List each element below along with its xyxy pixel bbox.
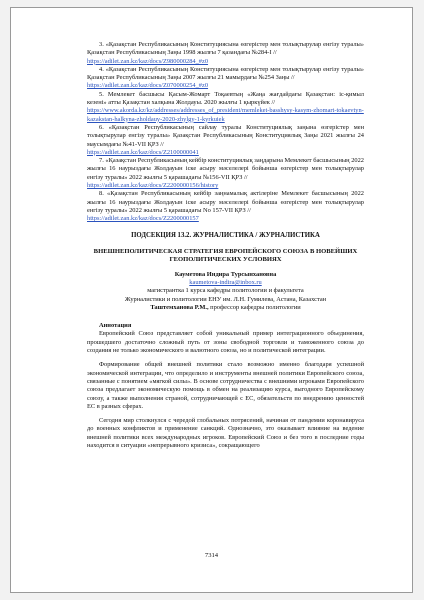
reference-text: 4. «Қазақстан Республикасының Конституциясына өзгерістер мен толықтырулар енгізу туралы» Қазақстан Республикасының Заңы 2007 жылғы 21 мамырдағы №254 Заңы //: [87, 65, 364, 82]
reference-item: [87, 66, 364, 91]
reference-item: [87, 157, 364, 190]
body-paragraph: Сегодня мир столкнулся с чередой глобальных потрясений, начиная от пандемии коронавируса до военных конфликтов и применение санкций. Однозначно, это оказывает влияние на ведение внешней политики всех международных игроков. Европейский Союз и без того в последние годы находится в ситуации «непрерывного кризиса», сокращающего: [87, 417, 364, 449]
reference-link[interactable]: https://www.akorda.kz/kz/addresses/addresses_of_president/memleket-basshysy-kasym-zhomart-tokaevtyn-kazakstan-halkyna-zholdauy-2020-zhylgy-1-kyrkuiek: [87, 107, 364, 123]
reference-item: [87, 41, 364, 66]
reference-link[interactable]: https://adilet.zan.kz/kaz/docs/Z070000254_#z0: [87, 82, 209, 90]
supervisor-role: профессор кафедры политологии: [210, 303, 301, 311]
body-paragraph: Формирование общей внешней политики стало возможно именно благодаря успешной экономической интеграции, что определило и инструменты внешней политики Европейского союза, связанные с понятием «мягкой силы». В основе сотрудничества с внешними игроками Европейского союза предлагает экономическую помощь в обмен на реализацию курса, выгодного Европейскому союзу, а также выполнения страной, сотрудничающей с ЕС, обязательств по внедрению ценностей ЕС в разных сферах.: [87, 361, 364, 410]
article-title: ВНЕШНЕПОЛИТИЧЕСКАЯ СТРАТЕГИЯ ЕВРОПЕЙСКОГО СОЮЗА В НОВЕЙШИХ ГЕОПОЛИТИЧЕСКИХ УСЛОВИЯХ: [93, 247, 358, 264]
author-email-link[interactable]: kaumetova-indira@inbox.ru: [189, 278, 262, 286]
supervisor-name: Таштемханова Р.М.,: [150, 303, 209, 311]
abstract-heading: Аннотация: [99, 322, 132, 330]
reference-text: 8. «Қазақстан Республикасының кейбір заңнамалық актілеріне Мемлекет басшысының 2022 жылғы 16 наурыздағы Жолдауын іске асыру мәселелері бойынша өзгерістер мен толықтырулар енгізу туралы» 2022 жылғы 5 қарашадағы No 157-VII ҚРЗ //: [87, 190, 364, 214]
reference-item: [87, 190, 364, 223]
author-name: Кауметова Индира Турсынхановна: [174, 270, 277, 278]
reference-link[interactable]: https://adilet.zan.kz/kaz/docs/Z2200000156/history: [87, 182, 219, 190]
page-number: 7314: [204, 552, 219, 559]
reference-link[interactable]: https://adilet.zan.kz/kaz/docs/Z2100000041: [87, 148, 199, 156]
document-page: [10, 7, 413, 593]
reference-text: 3. «Қазақстан Республикасының Конституциясына өзгерістер мен толықтырулар енгізу туралы» Қазақстан Республикасының Заңы 1998 жылғы 7 қазандағы №284-І //: [87, 41, 364, 57]
section-heading: ПОДСЕКЦИЯ 13.2. ЖУРНАЛИСТИКА / ЖУРНАЛИСТИКА: [131, 231, 320, 239]
reference-link[interactable]: https://adilet.zan.kz/kaz/docs/Z2200000157: [87, 215, 199, 223]
reference-link[interactable]: https://adilet.zan.kz/kaz/docs/Z980000284_#z0: [87, 57, 209, 65]
supervisor-line: [87, 304, 364, 312]
affiliation-line: магистрантка 1 курса кафедры политологии и факультета: [147, 287, 304, 295]
page-content: [87, 41, 364, 450]
reference-item: [87, 124, 364, 157]
affiliation-line: Журналистики и политологии ЕНУ им. Л.Н. Гумилева, Астана, Казахстан: [124, 295, 327, 303]
reference-text: 6. «Қазақстан Республикасының сайлау туралы Конституциялық заңына өзгерістер мен толықтырулар енгізу туралы» Қазақстан Республикасының Конституциялық Заңы 2021 жылғы 24 маусымдағы №41-VII ҚРЗ //: [87, 123, 364, 148]
reference-text: 7. «Қазақстан Республикасының кейбір конституциялық заңдарына Мемлекет басшысының 2022 жылғы 16 наурыздағы Жолдауын іске асыру мәселелері бойынша өзгерістер мен толықтырулар енгізу туралы» 2022 жылғы 5 қарашадағы №156-VII ҚРЗ //: [87, 157, 364, 181]
reference-text: 5. Мемлекет басшысы Қасым-Жомарт Тоқаевтың «Жаңа жағдайдағы Қазақстан: іс-қимыл кезені» атты Қазақстан халқына Жолдауы. 2020 жылғы 1 қыркүйек //: [87, 90, 364, 107]
reference-item: [87, 91, 364, 124]
body-paragraph: Европейский Союз представляет собой уникальный пример интеграционного объединения, прошедшего достаточно сложный путь от зоны свободной торговли и таможенного союза до создания не только экономического и валютного союза, но и политической интеграции.: [87, 330, 364, 355]
